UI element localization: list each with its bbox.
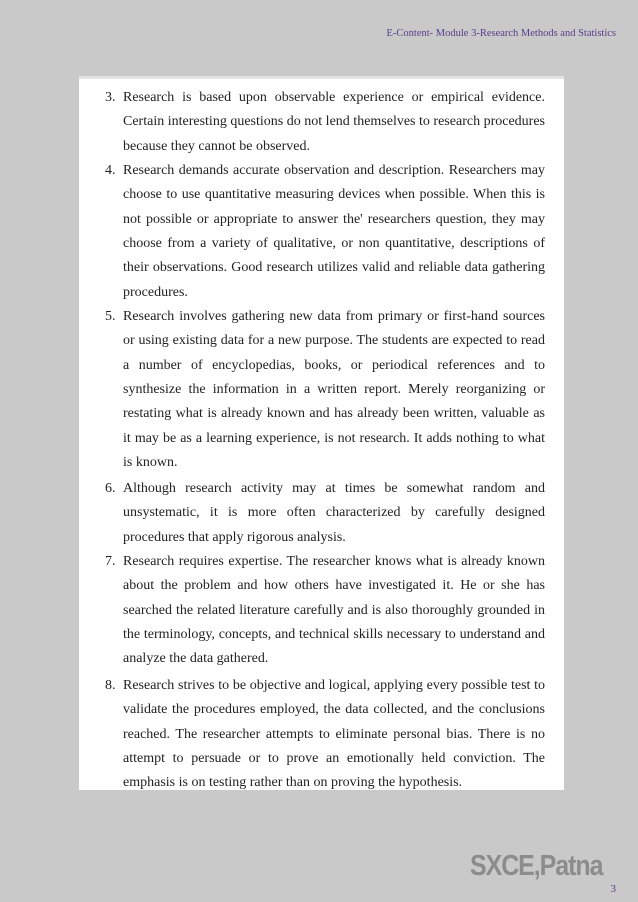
item-text: Although research activity may at times be somewhat random and unsystematic, it is more often characterized by carefully designed procedures that apply rigorous analysis. <box>123 481 545 545</box>
item-number: 7. <box>105 554 116 569</box>
college-logo: SXCE,Patna <box>470 850 603 882</box>
item-text: Research is based upon observable experience or empirical evidence. Certain interesting questions do not lend themselves to research procedures because they cannot be observed. <box>123 90 545 154</box>
page-number: 3 <box>610 883 616 895</box>
item-text: Research strives to be objective and logical, applying every possible test to validate the procedures employed, the data collected, and the conclusions reached. The researcher attempts to eliminate personal bias. There is no attempt to persuade or to prove an emotionally held conviction. The emphasis is on testing rather than on proving the hypothesis. <box>123 678 545 790</box>
item-number: 5. <box>105 309 116 324</box>
item-number: 6. <box>105 481 116 496</box>
item-number: 3. <box>105 90 116 105</box>
item-text: Research demands accurate observation and description. Researchers may choose to use quantitative measuring devices when possible. When this is not possible or appropriate to answer the' researchers question, they may choose from a variety of qualitative, or non quantitative, descriptions of their observations. Good research utilizes valid and reliable data gathering procedures. <box>123 163 545 300</box>
content-page <box>79 76 564 790</box>
page-header: E-Content- Module 3-Research Methods and Statistics <box>386 28 616 39</box>
item-text: Research requires expertise. The researcher knows what is already known about the problem and how others have investigated it. He or she has searched the related literature carefully and is also thoroughly grounded in the terminology, concepts, and technical skills necessary to understand and analyze the data gathered. <box>123 554 545 667</box>
item-number: 4. <box>105 163 116 178</box>
item-number: 8. <box>105 678 116 693</box>
item-text: Research involves gathering new data from primary or first-hand sources or using existing data for a new purpose. The students are expected to read a number of encyclopedias, books, or periodical references and to synthesize the information in a written report. Merely reorganizing or restating what is already known and has already been written, valuable as it may be as a learning experience, is not research. It adds nothing to what is known. <box>123 309 545 471</box>
